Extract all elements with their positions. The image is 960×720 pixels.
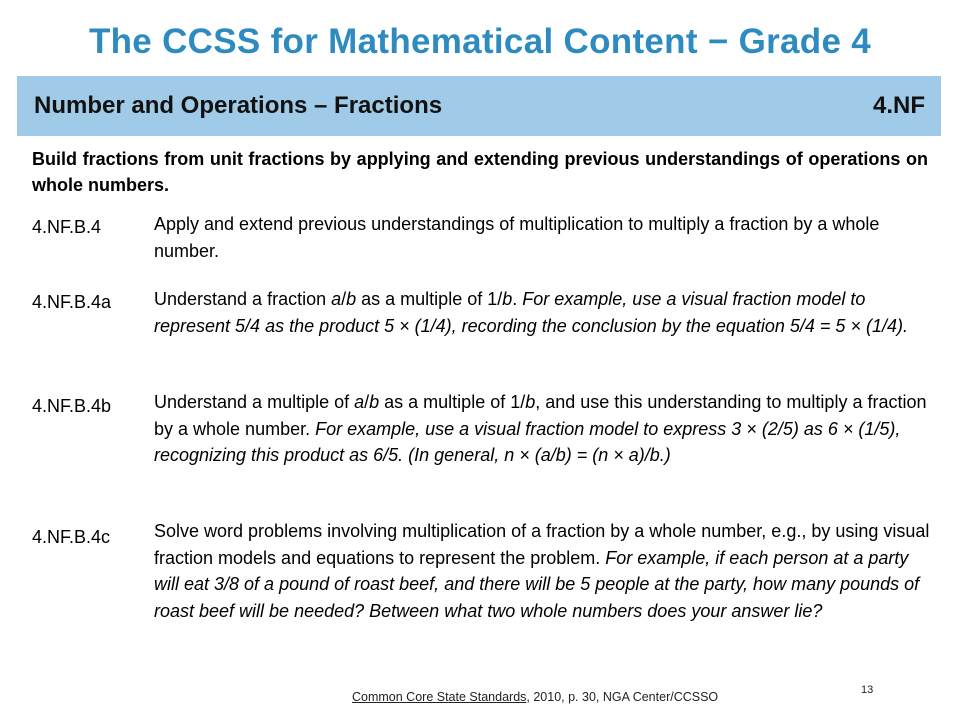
citation-details: , 2010, p. 30, NGA Center/CCSSO — [526, 690, 719, 704]
italic-text: b — [502, 289, 513, 309]
text-run: Solve word problems involving multiplication of a fraction by a whole number, e.g., by using visual fraction models and equations to represent the problem. — [154, 521, 930, 568]
cluster-heading: Build fractions from unit fractions by applying and extending previous understandings of operations on whole numbers. — [32, 149, 928, 195]
domain-name: Number and Operations – Fractions — [34, 92, 443, 119]
italic-text: a — [354, 392, 365, 412]
standard-code: 4.NF.B.4 — [32, 217, 102, 237]
standard-code: 4.NF.B.4b — [32, 396, 112, 416]
text-run: as a multiple of 1/ — [379, 392, 526, 412]
ccss-link[interactable]: Common Core State Standards — [352, 690, 527, 704]
standard-description — [154, 518, 934, 624]
domain-band — [17, 76, 941, 136]
italic-text: b — [346, 289, 357, 309]
italic-text: For example, if each person at a party will eat 3/8 of a pound of roast beef, and there will be 5 people at the party, how many pounds of roast beef will be needed? Between what two whole numbers does your answer lie? — [154, 547, 920, 621]
source-citation — [352, 690, 718, 704]
standard-code: 4.NF.B.4a — [32, 292, 112, 312]
slide-title: The CCSS for Mathematical Content − Grade 4 — [88, 22, 872, 61]
standard-description — [154, 286, 934, 339]
standard-description — [154, 211, 934, 264]
italic-text: b — [525, 392, 536, 412]
italic-text: b — [369, 392, 380, 412]
standard-description — [154, 389, 934, 469]
text-run: / — [341, 289, 347, 309]
italic-text: For example, use a visual fraction model to express 3 × (2/5) as 6 × (1/5), recognizing this product as 6/5. (In general, n × (a/b) = (n × a)/b.) — [154, 418, 901, 465]
text-run: as a multiple of 1/ — [356, 289, 503, 309]
standard-code: 4.NF.B.4c — [32, 527, 111, 547]
italic-text: For example, use a visual fraction model to represent 5/4 as the product 5 × (1/4), recording the conclusion by the equation 5/4 = 5 × (1/4). — [154, 289, 908, 336]
italic-text: a — [331, 289, 342, 309]
text-run: Apply and extend previous understandings of multiplication to multiply a fraction by a whole number. — [154, 214, 880, 261]
text-run: Understand a fraction — [154, 289, 332, 309]
text-run: Understand a multiple of — [154, 392, 355, 412]
text-run: . — [512, 289, 523, 309]
text-run: , and use this understanding to multiply a fraction by a whole number. — [154, 392, 927, 439]
page-number: 13 — [861, 684, 874, 696]
text-run: / — [364, 392, 370, 412]
domain-code: 4.NF — [872, 92, 925, 119]
